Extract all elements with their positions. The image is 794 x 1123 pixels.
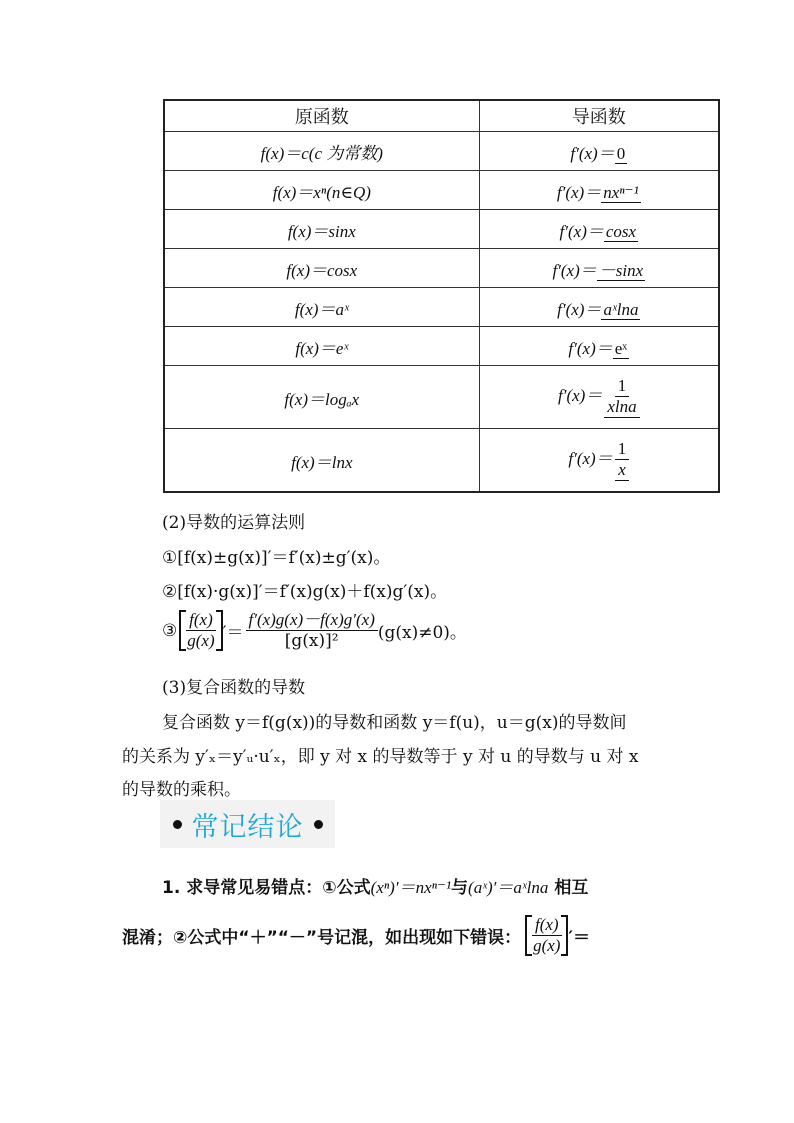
derivative-answer: －sinx	[598, 260, 644, 280]
result-denominator: [g(x)]²	[284, 631, 339, 651]
table-row	[164, 249, 719, 288]
error-bracket	[525, 915, 568, 956]
banner-title: 常记结论	[191, 811, 304, 843]
table-row	[164, 429, 719, 493]
fraction-denominator: xlna	[607, 397, 637, 416]
composite-text-line: 的关系为 y′ₓ＝y′ᵤ·u′ₓ，即 y 对 x 的导数等于 y 对 u 的导数与 u 对 x	[122, 747, 639, 767]
error-equals: ′＝	[568, 928, 590, 948]
derivative-fraction	[604, 376, 639, 418]
table-cell-derivative	[479, 288, 719, 327]
fraction-numerator: 1	[615, 439, 630, 460]
table-cell-original: f(x)＝cosx	[164, 249, 479, 288]
quotient-result-fraction	[246, 610, 378, 651]
table-cell-derivative	[479, 132, 719, 171]
conclusion-line	[122, 915, 590, 956]
quotient-condition: (g(x)≠0)。	[377, 623, 467, 643]
table-header-original: 原函数	[164, 100, 479, 132]
table-row	[164, 210, 719, 249]
table-cell-derivative	[479, 171, 719, 210]
composite-text-line: 复合函数 y＝f(g(x))的导数和函数 y＝f(u)，u＝g(x)的导数间	[162, 713, 627, 733]
conclusion-text-end: 相互	[554, 878, 589, 898]
table-cell-original: f(x)＝c(c 为常数)	[164, 132, 479, 171]
table-cell-original: f(x)＝sinx	[164, 210, 479, 249]
table-row	[164, 132, 719, 171]
error-denominator: g(x)	[533, 936, 561, 955]
bullet-dot-icon	[173, 820, 182, 829]
composite-text-line: 的导数的乘积。	[122, 780, 241, 800]
quotient-inner-fraction	[184, 610, 217, 651]
rules-heading: (2)导数的运算法则	[162, 513, 306, 533]
derivative-prefix: f′(x)＝	[568, 448, 613, 468]
table-row	[164, 288, 719, 327]
inner-denominator: g(x)	[187, 631, 215, 650]
formula-power: (xⁿ)′＝nxⁿ⁻¹	[370, 878, 452, 897]
error-fraction	[530, 915, 563, 956]
table-header-derivative: 导函数	[479, 100, 719, 132]
fraction-numerator: 1	[615, 376, 630, 397]
rule-quotient	[162, 610, 467, 651]
rule-product: ②[f(x)·g(x)]′＝f′(x)g(x)＋f(x)g′(x)。	[162, 582, 448, 602]
derivative-prefix: f′(x)＝	[570, 143, 615, 163]
derivative-prefix: f′(x)＝	[558, 385, 603, 405]
conclusion-with: 与	[451, 878, 469, 898]
derivative-answer: nxⁿ⁻¹	[603, 182, 639, 202]
derivative-answer: 0	[616, 143, 626, 163]
rule-sum: ①[f(x)±g(x)]′＝f′(x)±g′(x)。	[162, 548, 391, 568]
derivative-fraction	[615, 439, 630, 481]
derivative-answer: cosx	[605, 221, 637, 241]
table-row	[164, 171, 719, 210]
conclusion-text: 求导常见易错点：①公式	[186, 878, 371, 898]
quotient-equals: ′＝	[222, 623, 244, 643]
conclusion-line	[162, 873, 588, 898]
derivative-answer: eˣ	[614, 338, 628, 358]
table-cell-original: f(x)＝logₐx	[164, 366, 479, 429]
result-numerator: f′(x)g(x)－f(x)g′(x)	[246, 610, 378, 631]
derivative-prefix: f′(x)＝	[552, 260, 597, 280]
table-row	[164, 366, 719, 429]
table-cell-derivative	[479, 366, 719, 429]
quotient-bracket	[179, 610, 222, 651]
derivative-table	[163, 99, 720, 493]
conclusion-text: 混淆；②公式中“＋”“－”号记混，如出现如下错误：	[122, 928, 522, 948]
table-cell-original: f(x)＝eˣ	[164, 327, 479, 366]
derivative-prefix: f′(x)＝	[557, 299, 602, 319]
rule-quotient-mark: ③	[162, 620, 178, 641]
table-cell-derivative	[479, 429, 719, 493]
formula-exponential: (aˣ)′＝aˣlna	[468, 878, 549, 897]
fraction-denominator: x	[618, 460, 626, 479]
derivative-prefix: f′(x)＝	[559, 221, 604, 241]
table-cell-original: f(x)＝xⁿ(n∈Q)	[164, 171, 479, 210]
error-numerator: f(x)	[532, 915, 562, 936]
composite-heading: (3)复合函数的导数	[162, 678, 306, 698]
table-cell-derivative	[479, 249, 719, 288]
inner-numerator: f(x)	[186, 610, 216, 631]
derivative-prefix: f′(x)＝	[568, 338, 613, 358]
table-cell-original: f(x)＝lnx	[164, 429, 479, 493]
conclusion-number: 1.	[162, 878, 181, 898]
derivative-answer: aˣlna	[603, 299, 639, 319]
derivative-prefix: f′(x)＝	[556, 182, 602, 202]
table-cell-derivative	[479, 327, 719, 366]
conclusion-banner	[160, 800, 335, 848]
table-cell-derivative	[479, 210, 719, 249]
bullet-dot-icon	[314, 820, 323, 829]
table-cell-original: f(x)＝aˣ	[164, 288, 479, 327]
table-row	[164, 327, 719, 366]
